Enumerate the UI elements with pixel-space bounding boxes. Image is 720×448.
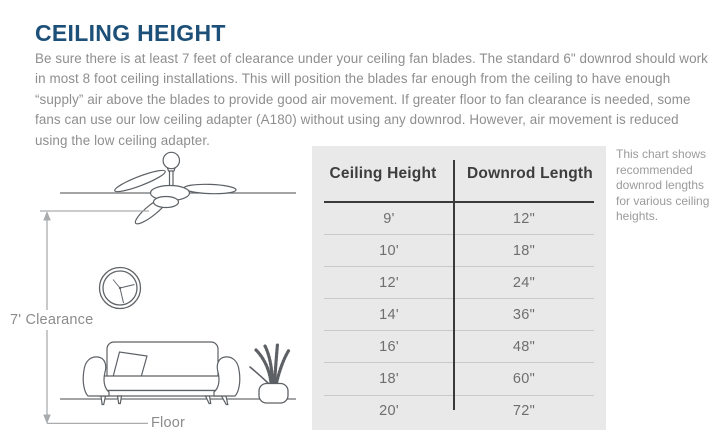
cell-ceiling-height: 10' bbox=[379, 242, 399, 259]
table-header-ceiling-height: Ceiling Height bbox=[329, 164, 437, 182]
cell-ceiling-height: 20' bbox=[379, 403, 399, 420]
table-row bbox=[324, 203, 594, 235]
table-header-row bbox=[312, 146, 606, 201]
cell-downrod-length: 36" bbox=[512, 306, 536, 323]
cell-ceiling-height: 14' bbox=[379, 306, 399, 323]
plant-illustration bbox=[250, 344, 289, 403]
clock-illustration bbox=[100, 268, 141, 309]
cell-ceiling-height: 12' bbox=[379, 274, 399, 291]
table-header-downrod-length: Downrod Length bbox=[467, 164, 593, 182]
table-column-divider bbox=[453, 160, 455, 410]
clearance-label: 7' Clearance bbox=[10, 312, 94, 328]
cell-downrod-length: 72" bbox=[512, 403, 536, 420]
cell-ceiling-height: 16' bbox=[379, 338, 399, 355]
couch-illustration bbox=[83, 342, 240, 405]
table-row bbox=[324, 396, 594, 427]
cell-downrod-length: 18" bbox=[512, 242, 536, 259]
cell-ceiling-height: 9' bbox=[383, 210, 395, 227]
table-body bbox=[324, 203, 594, 427]
table-row bbox=[324, 235, 594, 267]
table-row bbox=[324, 267, 594, 299]
downrod-table bbox=[312, 146, 606, 430]
room-illustration bbox=[0, 140, 310, 448]
cell-ceiling-height: 18' bbox=[379, 371, 399, 388]
table-row bbox=[324, 299, 594, 331]
intro-paragraph: Be sure there is at least 7 feet of clearance under your ceiling fan blades. The standard 6" downrod should work in most 8 foot ceiling installations. This will position the blades far enough from the ceiling to have enough “supply” air above the blades to provide good air movement. If greater floor to fan clearance is needed, some fans can use our low ceiling adapter (A180) without using any downrod. However, air movement is reduced using the low ceiling adapter. bbox=[35, 51, 708, 148]
table-row bbox=[324, 331, 594, 363]
cell-downrod-length: 60" bbox=[512, 371, 536, 388]
table-row bbox=[324, 363, 594, 395]
cell-downrod-length: 12" bbox=[512, 210, 536, 227]
side-note: This chart shows recommended downrod lengths for various ceiling heights. bbox=[616, 147, 710, 223]
ceiling-fan-illustration bbox=[113, 152, 236, 227]
floor-label: Floor bbox=[151, 415, 186, 431]
cell-downrod-length: 48" bbox=[512, 338, 536, 355]
page-title: CEILING HEIGHT bbox=[35, 20, 226, 46]
cell-downrod-length: 24" bbox=[512, 274, 536, 291]
